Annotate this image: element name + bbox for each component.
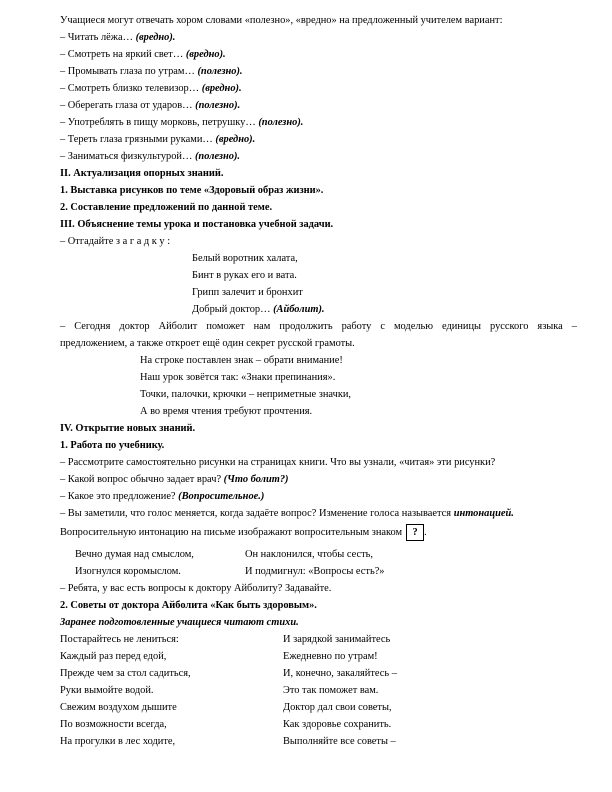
question-mark-box: ? [406, 524, 424, 541]
list-item: – Читать лёжа… (вредно). [60, 32, 176, 43]
question-line: – Какое это предложение? (Вопросительное.) [60, 491, 265, 502]
invite-line: – Ребята, у вас есть вопросы к доктору Айболиту? Задавайте. [60, 583, 332, 594]
list-item: – Промывать глаза по утрам… (полезно). [60, 66, 243, 77]
question-line: – Какой вопрос обычно задает врач? (Что болит?) [60, 474, 289, 485]
question-line: – Рассмотрите самостоятельно рисунки на страницах книги. Что вы узнали, «читая» эти рисунки? [60, 457, 496, 468]
section-2-item-1: 1. Выставка рисунков по теме «Здоровый образ жизни». [60, 185, 324, 196]
section-2-heading: II. Актуализация опорных знаний. [60, 168, 224, 179]
list-item: – Смотреть на яркий свет… (вредно). [60, 49, 226, 60]
question-line: – Вы заметили, что голос меняется, когда задаёте вопрос? Изменение голоса называется интонацией. [60, 508, 514, 519]
verse-line: Свежим воздухом дышите [60, 702, 177, 713]
verse-line: На прогулки в лес ходите, [60, 736, 176, 747]
verse-line: Прежде чем за стол садиться, [60, 668, 191, 679]
verse-line: По возможности всегда, [60, 719, 167, 730]
list-item: – Заниматься физкультурой… (полезно). [60, 151, 241, 162]
verse-line: Точки, палочки, крючки – неприметные значки, [140, 389, 352, 400]
verse-line: Грипп залечит и бронхит [192, 287, 303, 298]
verse-line: Он наклонился, чтобы сесть, [245, 549, 373, 560]
verse-line: Выполняйте все советы – [283, 736, 396, 747]
verse-line: Доктор дал свои советы, [283, 702, 392, 713]
verse-line: Это так поможет вам. [283, 685, 379, 696]
verse-line: И, конечно, закаляйтесь – [283, 668, 397, 679]
verse-line: Руки вымойте водой. [60, 685, 154, 696]
verse-line: Как здоровье сохранить. [283, 719, 392, 730]
verse-line: Бинт в руках его и вата. [192, 270, 297, 281]
section-2-item-2: 2. Составление предложений по данной теме. [60, 202, 273, 213]
section-4-item-1: 1. Работа по учебнику. [60, 440, 165, 451]
verse-line: Вечно думая над смыслом, [75, 549, 194, 560]
verse-line: Ежедневно по утрам! [283, 651, 378, 662]
verse-line: И подмигнул: «Вопросы есть?» [245, 566, 385, 577]
lesson-paragraph-line: предложением, а также откроет ещё один секрет русской грамоты. [60, 338, 355, 349]
verse-line: Изогнулся коромыслом. [75, 566, 181, 577]
section-4-item-2: 2. Советы от доктора Айболита «Как быть здоровым». [60, 600, 317, 611]
verse-line: Добрый доктор… (Айболит). [192, 304, 325, 315]
lesson-paragraph-line: – Сегодня доктор Айболит поможет нам продолжить работу с моделью единицы русского языка – [60, 321, 577, 332]
question-line: Вопросительную интонацию на письме изображают вопросительным знаком ? . [60, 524, 427, 541]
section-3-heading: III. Объяснение темы урока и постановка учебной задачи. [60, 219, 334, 230]
list-item: – Тереть глаза грязными руками… (вредно). [60, 134, 256, 145]
verse-line: И зарядкой занимайтесь [283, 634, 391, 645]
intro-text: Учащиеся могут отвечать хором словами «полезно», «вредно» на предложенный учителем вариант: [60, 15, 503, 26]
section-4-heading: IV. Открытие новых знаний. [60, 423, 196, 434]
verse-line: Каждый раз перед едой, [60, 651, 167, 662]
verse-line: Постарайтесь не лениться: [60, 634, 179, 645]
riddle-prompt: – Отгадайте з а г а д к у : [60, 236, 171, 247]
list-item: – Смотреть близко телевизор… (вредно). [60, 83, 242, 94]
verse-line: Белый воротник халата, [192, 253, 298, 264]
verse-line: Наш урок зовётся так: «Знаки препинания». [140, 372, 336, 383]
verse-line: А во время чтения требуют прочтения. [140, 406, 313, 417]
reading-note: Заранее подготовленные учащиеся читают стихи. [60, 617, 299, 628]
verse-line: На строке поставлен знак – обрати внимание! [140, 355, 343, 366]
list-item: – Оберегать глаза от ударов… (полезно). [60, 100, 241, 111]
list-item: – Употреблять в пищу морковь, петрушку… (полезно). [60, 117, 304, 128]
